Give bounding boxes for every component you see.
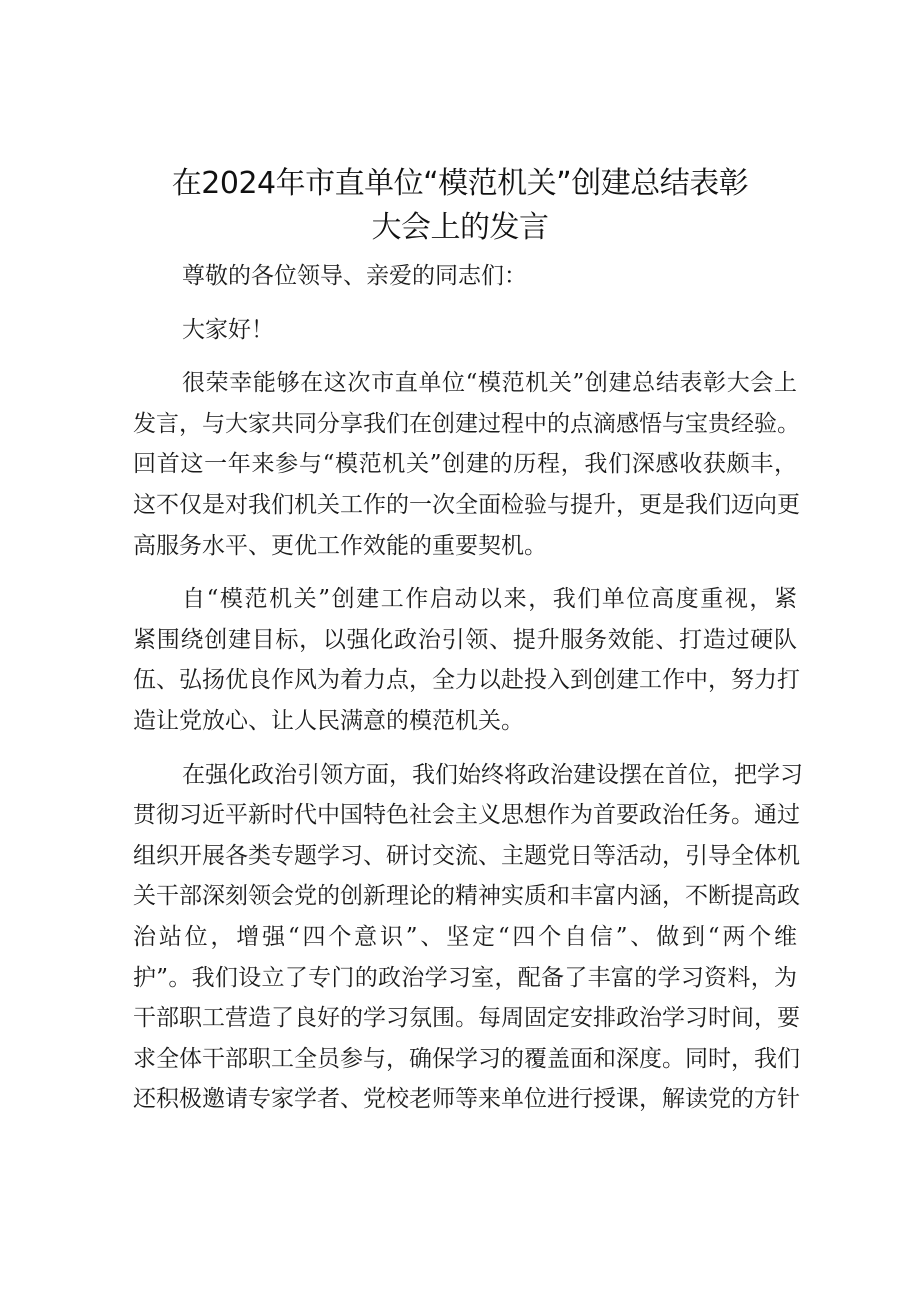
paragraph-line: 在强化政治引领方面，我们始终将政治建设摆在首位，把学习 <box>182 761 803 788</box>
title-line-1: 在2024年市直单位“模范机关”创建总结表彰 <box>171 166 749 201</box>
document-body <box>133 256 803 1133</box>
paragraph-line: 发言，与大家共同分享我们在创建过程中的点滴感悟与宝贵经验。 <box>133 410 800 437</box>
paragraph-line: 贯彻习近平新时代中国特色社会主义思想作为首要政治任务。通过 <box>133 802 800 829</box>
paragraph-line: 很荣幸能够在这次市直单位“模范机关”创建总结表彰大会上 <box>182 370 797 397</box>
document-title <box>120 162 800 250</box>
paragraph-line: 组织开展各类专题学习、研讨交流、主题党日等活动，引导全体机 <box>133 842 800 869</box>
paragraph-2 <box>133 579 800 741</box>
paragraph-line: 护”。我们设立了专门的政治学习室，配备了丰富的学习资料，为 <box>133 964 797 991</box>
greeting-line: 尊敬的各位领导、亲爱的同志们： <box>182 263 527 289</box>
paragraph-3 <box>133 755 803 1120</box>
paragraph-1 <box>133 363 800 566</box>
paragraph-line: 自“模范机关”创建工作启动以来，我们单位高度重视，紧 <box>182 586 797 613</box>
paragraph-line: 造让党放心、让人民满意的模范机关。 <box>133 707 524 734</box>
paragraph-line: 干部职工营造了良好的学习氛围。每周固定安排政治学习时间，要 <box>133 1005 800 1032</box>
paragraph-line: 紧围绕创建目标，以强化政治引领、提升服务效能、打造过硬队 <box>133 626 797 653</box>
hello-paragraph <box>133 310 797 351</box>
paragraph-line: 高服务水平、更优工作效能的重要契机。 <box>133 532 547 559</box>
hello-line: 大家好！ <box>182 316 274 343</box>
greeting-paragraph <box>133 256 797 297</box>
paragraph-line: 治站位，增强“四个意识”、坚定“四个自信”、做到“两个维 <box>133 923 797 950</box>
paragraph-line: 这不仅是对我们机关工作的一次全面检验与提升，更是我们迈向更 <box>133 491 800 518</box>
paragraph-line: 还积极邀请专家学者、党校老师等来单位进行授课，解读党的方针 <box>133 1086 800 1113</box>
paragraph-line: 求全体干部职工全员参与，确保学习的覆盖面和深度。同时，我们 <box>133 1045 800 1072</box>
paragraph-line: 伍、弘扬优良作风为着力点，全力以赴投入到创建工作中，努力打 <box>133 667 800 694</box>
paragraph-line: 关干部深刻领会党的创新理论的精神实质和丰富内涵，不断提高政 <box>133 883 800 910</box>
paragraph-line: 回首这一年来参与“模范机关”创建的历程，我们深感收获颇丰， <box>133 451 797 478</box>
title-line-2: 大会上的发言 <box>371 210 549 245</box>
